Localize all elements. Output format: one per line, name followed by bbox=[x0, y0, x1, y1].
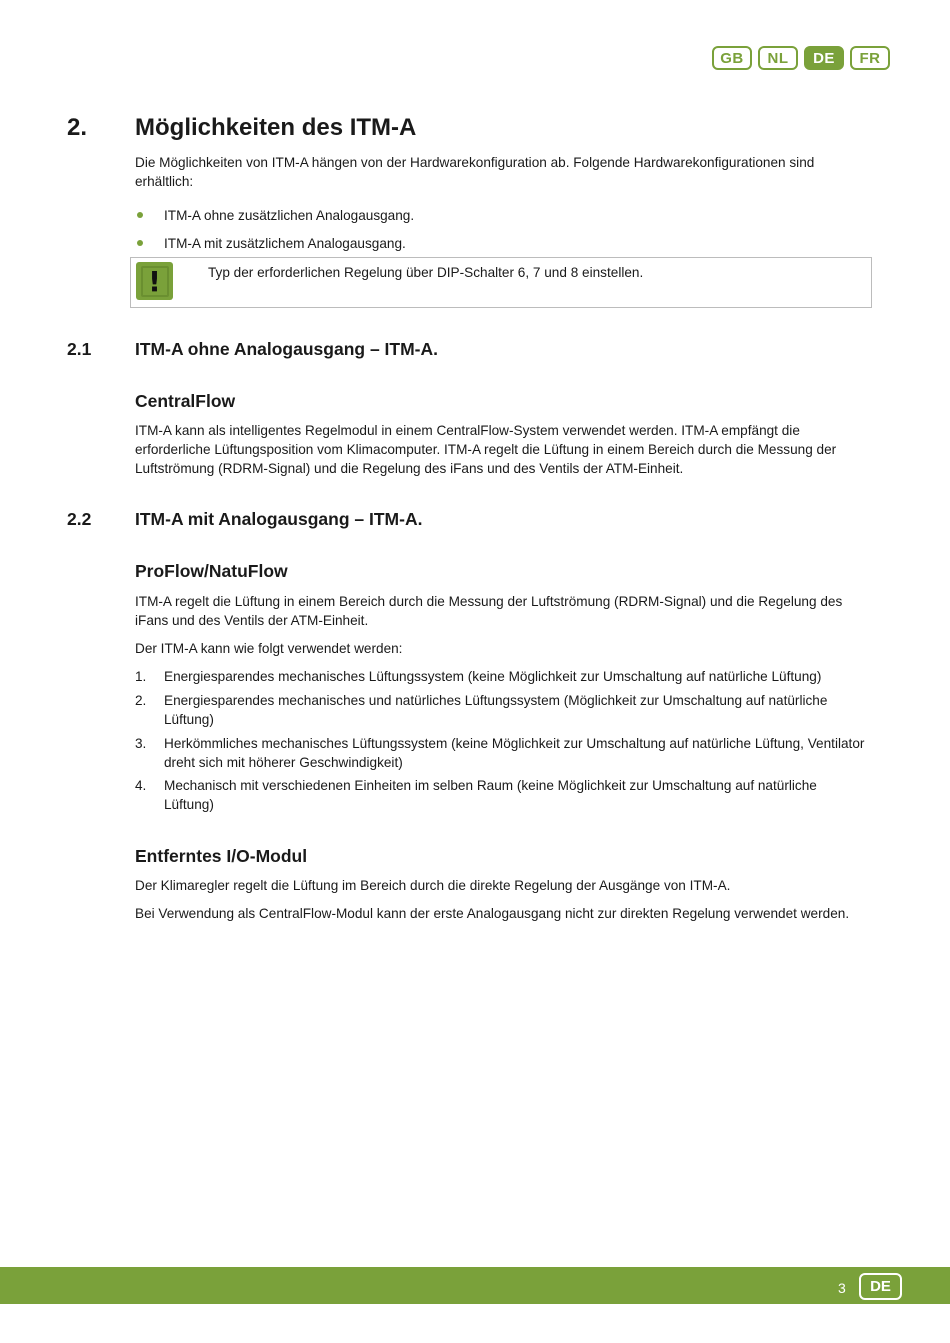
list-text: Herkömmliches mechanisches Lüftungssystem (keine Möglichkeit zur Umschaltung auf natürliche Lüftung, Ventilator dreht sich mit höherer Geschwindigkeit) bbox=[164, 736, 865, 770]
remote-io-body-1: Der Klimaregler regelt die Lüftung im Bereich durch die direkte Regelung der Ausgänge von ITM-A. bbox=[135, 878, 731, 893]
list-number: 3. bbox=[135, 736, 147, 751]
lang-tab-nl[interactable]: NL bbox=[758, 46, 798, 70]
footer-lang-badge: DE bbox=[859, 1273, 902, 1300]
lang-tab-de[interactable]: DE bbox=[804, 46, 844, 70]
list-text: Energiesparendes mechanisches Lüftungssystem (keine Möglichkeit zur Umschaltung auf natürliche Lüftung) bbox=[164, 669, 822, 684]
bullet-text: ITM-A mit zusätzlichem Analogausgang. bbox=[164, 236, 406, 251]
section-number: 2. bbox=[67, 114, 88, 141]
list-number: 4. bbox=[135, 778, 147, 793]
notice-text: Typ der erforderlichen Regelung über DIP-Schalter 6, 7 und 8 einstellen. bbox=[208, 265, 644, 280]
section-2-intro: Die Möglichkeiten von ITM-A hängen von der Hardwarekonfiguration ab. Folgende Hardwarekonfigurationen sind erhältlich: bbox=[135, 155, 815, 189]
list-number: 1. bbox=[135, 669, 147, 684]
remote-io-body-2: Bei Verwendung als CentralFlow-Modul kann der erste Analogausgang nicht zur direkten Regelung verwendet werden. bbox=[135, 906, 850, 921]
lang-tab-gb[interactable]: GB bbox=[712, 46, 752, 70]
list-number: 2. bbox=[135, 693, 147, 708]
page-number: 3 bbox=[838, 1280, 846, 1296]
section-title: ITM-A mit Analogausgang – ITM-A. bbox=[135, 509, 423, 529]
section-2-heading bbox=[67, 114, 416, 142]
section-title: Möglichkeiten des ITM-A bbox=[135, 114, 417, 141]
lang-tab-fr[interactable]: FR bbox=[850, 46, 890, 70]
bullet-dot-icon bbox=[137, 212, 143, 218]
footer-bar bbox=[0, 1267, 950, 1304]
usage-intro: Der ITM-A kann wie folgt verwendet werden: bbox=[135, 641, 403, 656]
exclamation-symbol: ! bbox=[141, 266, 169, 297]
section-title: ITM-A ohne Analogausgang – ITM-A. bbox=[135, 339, 438, 359]
list-text: Mechanisch mit verschiedenen Einheiten im selben Raum (keine Möglichkeit zur Umschaltung auf natürliche Lüftung) bbox=[164, 778, 817, 812]
section-number: 2.1 bbox=[67, 339, 92, 359]
list-text: Energiesparendes mechanisches und natürliches Lüftungssystem (Möglichkeit zur Umschaltung auf natürliche Lüftung) bbox=[164, 693, 828, 727]
section-2-1-heading bbox=[67, 339, 438, 360]
remote-io-heading: Entferntes I/O-Modul bbox=[135, 846, 308, 866]
exclamation-icon bbox=[136, 262, 173, 300]
language-tabs bbox=[712, 46, 890, 70]
bullet-dot-icon bbox=[137, 240, 143, 246]
centralflow-heading: CentralFlow bbox=[135, 391, 236, 411]
bullet-text: ITM-A ohne zusätzlichen Analogausgang. bbox=[164, 208, 415, 223]
section-2-2-heading bbox=[67, 509, 422, 530]
proflow-heading: ProFlow/NatuFlow bbox=[135, 561, 288, 581]
section-number: 2.2 bbox=[67, 509, 92, 529]
notice-box bbox=[130, 257, 872, 308]
proflow-body: ITM-A regelt die Lüftung in einem Bereich durch die Messung der Luftströmung (RDRM-Signal) und die Regelung des iFans und des Ventils der ATM-Einheit. bbox=[135, 594, 843, 628]
centralflow-body: ITM-A kann als intelligentes Regelmodul in einem CentralFlow-System verwendet werden. ITM-A empfängt die erforderliche Lüftungsposition vom Klimacomputer. ITM-A regelt die Lüftung in einem Bereich durch die Messung der Luftströmung (RDRM-Signal) und die Regelung des iFans und des Ventils der ATM-Einheit. bbox=[135, 423, 837, 476]
